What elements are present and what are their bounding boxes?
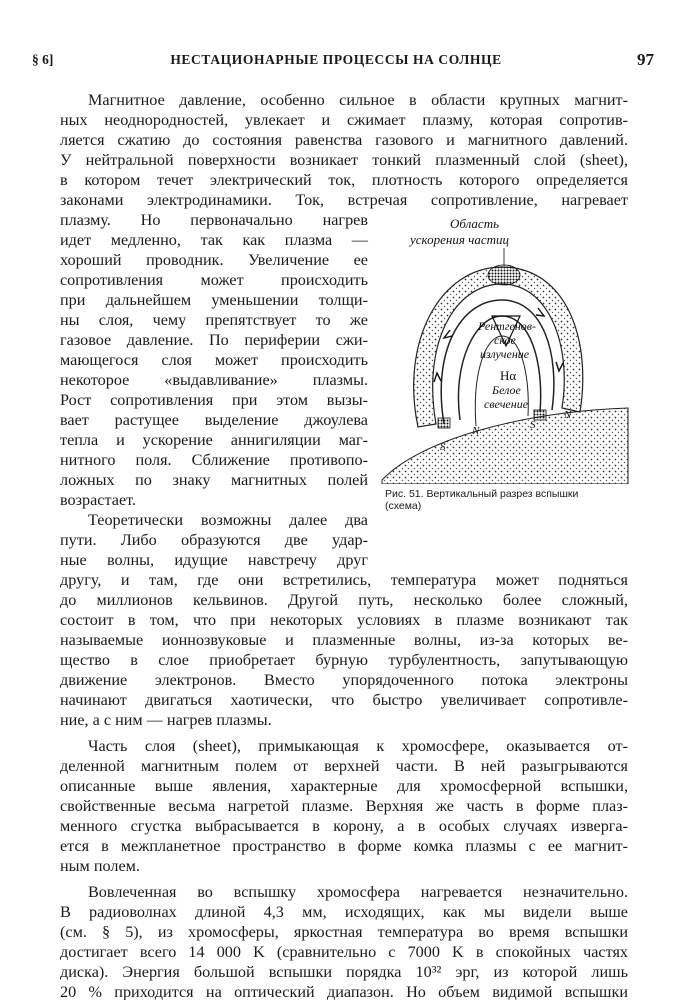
text-line: движение электронов. Вместо упорядоченного потока электроны xyxy=(60,671,628,689)
label-acceleration: ускорения частиц xyxy=(410,232,509,247)
label-n-left: N xyxy=(472,425,480,437)
text-line: У нейтральной поверхности возникает тонкий плазменный слой (sheet), xyxy=(60,151,628,169)
label-n-right: N xyxy=(564,409,572,421)
text-line: мающегося слоя может происходить xyxy=(60,351,368,369)
text-line: щество в слое приобретает бурную турбулентность, запутывающую xyxy=(60,651,628,669)
label-halpha: Hα xyxy=(500,368,517,383)
text-line: газовое давление. По периферии сжи- xyxy=(60,331,368,349)
text-line: начинают двигаться хаотически, что быстро увеличивает сопротивле- xyxy=(60,691,628,709)
arrow-icon xyxy=(536,308,544,316)
label-s-right: S xyxy=(530,419,536,431)
text-line: нитного поля. Сближение противопо- xyxy=(60,451,368,469)
text-line: ны слоя, чему препятствует то же xyxy=(60,311,368,329)
text-line: диска). Энергия большой вспышки порядка 10³² эрг, из которой лишь xyxy=(60,963,628,981)
arrow-icon xyxy=(444,330,452,338)
section-label: § 6] xyxy=(32,52,54,67)
caption-line: (схема) xyxy=(385,500,422,512)
text-line: ние, а с ним — нагрев плазмы. xyxy=(60,711,272,729)
text-line: плазму. Но первоначально нагрев xyxy=(60,211,368,229)
figure-caption xyxy=(385,488,630,512)
label-xray-1: Рентгенов- xyxy=(478,319,537,333)
text-line: некоторое «выдавливание» плазмы. xyxy=(60,371,368,389)
label-s-left: S xyxy=(440,441,446,453)
text-line: в котором течет электрический ток, плотность которого определяется xyxy=(60,171,628,189)
text-line: называемые ионнозвуковые и плазменные волны, из-за которых ве- xyxy=(60,631,628,649)
text-line: законами электродинамики. Ток, встречая сопротивление, нагревает xyxy=(60,191,628,209)
text-line: менного сгустка выбрасывается в корону, а в особых случаях изверга- xyxy=(60,817,628,835)
text-line: ных неоднородностей, увлекает и сжимает плазму, которая сопротив- xyxy=(60,111,628,129)
running-header xyxy=(32,50,654,70)
text-line: ляется сжатию до состояния равенства газового и магнитного давлений. xyxy=(60,131,628,149)
text-line: хороший проводник. Увеличение ее xyxy=(60,251,368,269)
arrow-icon xyxy=(556,362,563,371)
flare-diagram xyxy=(380,212,630,484)
text-line: Рост сопротивления при этом вызы- xyxy=(60,391,368,409)
text-line: до миллионов кельвинов. Другой путь, несколько более сложный, xyxy=(60,591,628,609)
text-line: при дальнейшем уменьшении толщи- xyxy=(60,291,368,309)
text-line: (см. § 5), из хромосферы, яркостная температура во время вспышки xyxy=(60,923,628,941)
text-line: 20 % приходится на оптический диапазон. Но объем видимой вспышки xyxy=(60,983,628,1000)
text-line: ные волны, идущие навстречу друг xyxy=(60,551,368,569)
text-line: пути. Либо образуются две удар- xyxy=(60,531,368,549)
running-title: НЕСТАЦИОНАРНЫЕ ПРОЦЕССЫ НА СОЛНЦЕ xyxy=(170,52,502,67)
footpoint-left xyxy=(438,418,450,428)
text-line: тепла и ускорение аннигиляции маг- xyxy=(60,431,368,449)
text-line: состоит в том, что при некоторых условиях в плазме возникают так xyxy=(60,611,628,629)
text-line: ется в межпланетное пространство в форме комка плазмы с ее магнит- xyxy=(60,837,628,855)
text-line: ным полем. xyxy=(60,857,140,875)
text-line: Теоретически возможны далее два xyxy=(88,511,368,529)
text-line: Вовлеченная во вспышку хромосфера нагревается незначительно. xyxy=(88,883,628,901)
label-white-2: свечение xyxy=(484,397,529,411)
text-line: В радиоволнах длиной 4,3 мм, исходящих, как мы видели выше xyxy=(60,903,628,921)
footpoint-right xyxy=(534,410,546,420)
page-number: 97 xyxy=(637,50,654,69)
acceleration-region xyxy=(488,265,520,285)
text-line: достигает всего 14 000 K (сравнительно с 7000 K в спокойных частях xyxy=(60,943,628,961)
text-line: другу, и там, где они встретились, температура может подняться xyxy=(60,571,628,589)
text-line: свойственные весьма нагретой плазме. Верхняя же часть в форме плаз- xyxy=(60,797,628,815)
text-line: возрастает. xyxy=(60,491,137,509)
label-xray-2: ское xyxy=(494,333,516,347)
text-line: идет медленно, так как плазма — xyxy=(60,231,368,249)
text-line: описанные выше явления, характерные для хромосферной вспышки, xyxy=(60,777,628,795)
text-line: Часть слоя (sheet), примыкающая к хромосфере, оказывается от- xyxy=(88,737,628,755)
arrow-icon xyxy=(434,373,441,382)
text-line: ложных по знаку магнитных полей xyxy=(60,471,368,489)
label-xray-3: излучение xyxy=(480,347,530,361)
text-line: Магнитное давление, особенно сильное в области крупных магнит- xyxy=(88,91,628,109)
label-region: Область xyxy=(450,216,500,231)
label-white-1: Белое xyxy=(492,383,521,397)
text-line: сопротивления может происходить xyxy=(60,271,368,289)
text-line: деленной магнитным полем от верхней части. В ней разыгрываются xyxy=(60,757,628,775)
caption-line: Рис. 51. Вертикальный разрез вспышки xyxy=(385,488,579,500)
text-line: вает растущее выделение джоулева xyxy=(60,411,368,429)
